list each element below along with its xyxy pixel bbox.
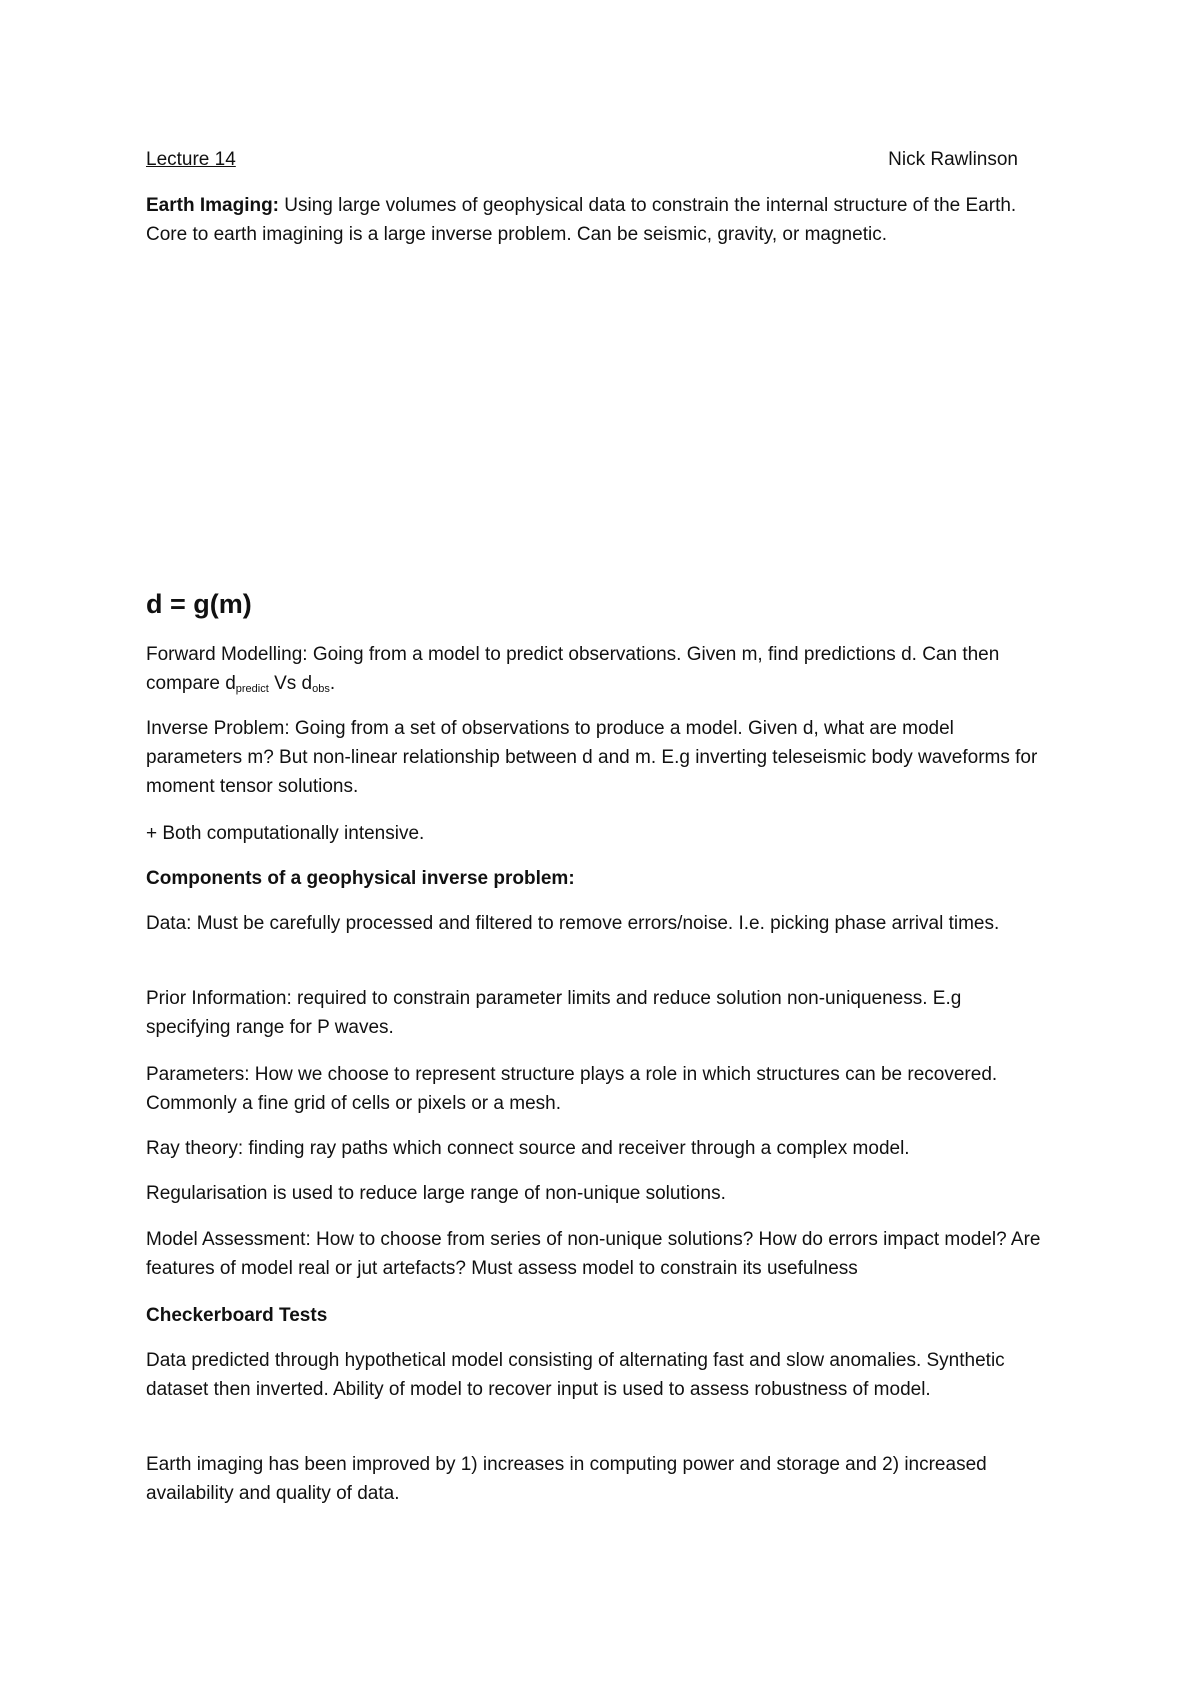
components-heading: Components of a geophysical inverse problem:	[146, 868, 575, 889]
author-name: Nick Rawlinson	[888, 149, 1018, 170]
inverse-problem-paragraph: Inverse Problem: Going from a set of observations to produce a model. Given d, what are model parameters m? But non-linear relationship between d and m. E.g inverting teleseismic body waveforms for moment tensor solutions.	[146, 718, 1038, 797]
parameters-paragraph: Parameters: How we choose to represent structure plays a role in which structures can be recovered. Commonly a fine grid of cells or pixels or a mesh.	[146, 1064, 998, 1114]
forward-modelling-end: .	[329, 673, 336, 694]
both-note: + Both computationally intensive.	[146, 823, 425, 844]
lecture-title: Lecture 14	[146, 149, 236, 170]
forward-modelling-text: Forward Modelling: Going from a model to predict observations. Given m, find predictions d. Can then compare d	[146, 644, 1000, 694]
improvements-paragraph: Earth imaging has been improved by 1) increases in computing power and storage and 2) increased availability and quality of data.	[146, 1454, 987, 1504]
page-header	[146, 148, 1018, 172]
checkerboard-heading: Checkerboard Tests	[146, 1305, 328, 1326]
subscript-predict: predict	[235, 683, 269, 695]
checkerboard-paragraph: Data predicted through hypothetical model consisting of alternating fast and slow anomalies. Synthetic dataset then inverted. Ability of model to recover input is used to assess robustness of model.	[146, 1350, 1005, 1400]
forward-modelling-vs: Vs d	[268, 673, 313, 694]
intro-text: Using large volumes of geophysical data to constrain the internal structure of the Earth. Core to earth imagining is a large inverse problem. Can be seismic, gravity, or magnetic.	[146, 195, 1017, 245]
prior-information-paragraph: Prior Information: required to constrain parameter limits and reduce solution non-uniqueness. E.g specifying range for P waves.	[146, 988, 962, 1038]
main-equation: d = g(m)	[146, 589, 252, 619]
intro-term: Earth Imaging:	[146, 195, 280, 216]
data-paragraph: Data: Must be carefully processed and filtered to remove errors/noise. I.e. picking phase arrival times.	[146, 913, 1000, 934]
forward-modelling-paragraph	[146, 640, 1036, 698]
ray-theory-paragraph: Ray theory: finding ray paths which connect source and receiver through a complex model.	[146, 1138, 910, 1159]
intro-paragraph	[146, 191, 1026, 249]
subscript-obs: obs	[312, 683, 330, 695]
model-assessment-paragraph: Model Assessment: How to choose from series of non-unique solutions? How do errors impact model? Are features of model real or jut artefacts? Must assess model to constrain its usefulness	[146, 1229, 1041, 1279]
regularisation-paragraph: Regularisation is used to reduce large range of non-unique solutions.	[146, 1183, 726, 1204]
